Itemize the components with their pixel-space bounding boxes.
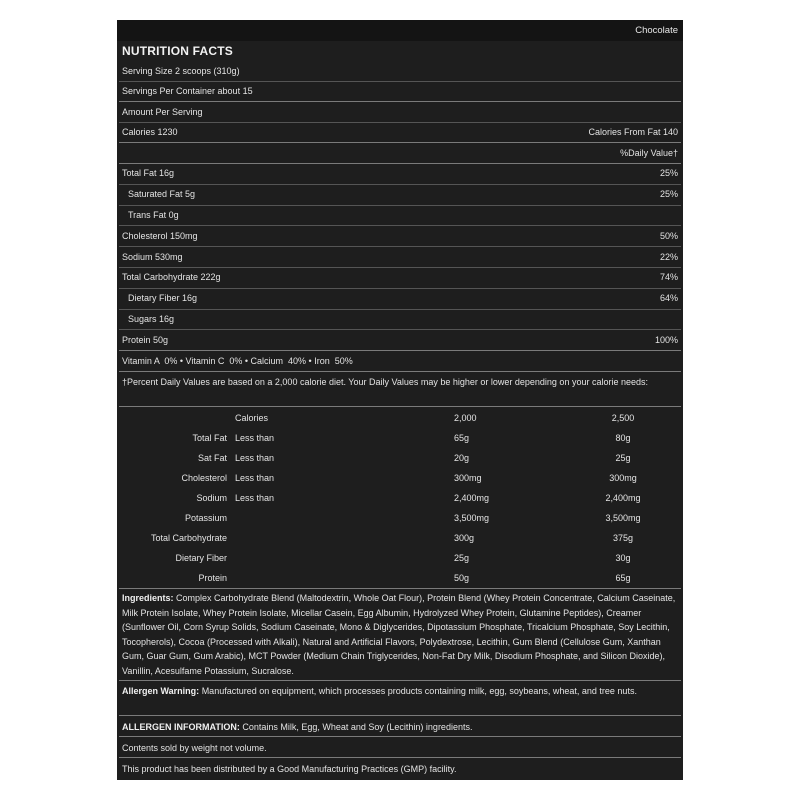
divider bbox=[119, 122, 681, 123]
servings-per-container: Servings Per Container about 15 bbox=[122, 86, 253, 96]
reference-nutrient: Potassium bbox=[184, 513, 227, 523]
reference-2000: 3,500mg bbox=[454, 513, 490, 523]
reference-2500: 375g bbox=[612, 533, 634, 543]
reference-2500: 2,500 bbox=[611, 413, 635, 423]
divider bbox=[119, 142, 681, 143]
panel-title: NUTRITION FACTS bbox=[122, 44, 233, 58]
daily-value-footnote: †Percent Daily Values are based on a 2,000 calorie diet. Your Daily Values may be higher or lower depending on your calorie needs: bbox=[122, 377, 648, 387]
reference-2000: 50g bbox=[454, 573, 470, 583]
nutrient-dv: 50% bbox=[659, 231, 678, 241]
ingredients-block bbox=[122, 591, 678, 678]
reference-nutrient: Total Fat bbox=[192, 433, 227, 443]
reference-2500: 300mg bbox=[609, 473, 637, 483]
calories: Calories 1230 bbox=[122, 127, 178, 137]
reference-2000: 300g bbox=[454, 533, 475, 543]
ingredients-label: Ingredients: bbox=[122, 593, 174, 603]
reference-nutrient: Cholesterol bbox=[181, 473, 227, 483]
nutrient-label: Sodium 530mg bbox=[122, 252, 183, 262]
reference-qualifier: Calories bbox=[235, 413, 269, 423]
nutrient-dv: 25% bbox=[659, 189, 678, 199]
allergen-info-label: ALLERGEN INFORMATION: bbox=[122, 722, 240, 732]
reference-2000: 2,000 bbox=[454, 413, 477, 423]
serving-size: Serving Size 2 scoops (310g) bbox=[122, 66, 240, 76]
nutrient-label: Total Fat 16g bbox=[122, 168, 175, 178]
calories-from-fat: Calories From Fat 140 bbox=[588, 127, 678, 137]
flavor-bar bbox=[117, 20, 683, 41]
nutrient-dv: 100% bbox=[654, 335, 678, 345]
divider bbox=[119, 680, 681, 681]
reference-nutrient: Sat Fat bbox=[197, 453, 227, 463]
divider bbox=[119, 267, 681, 268]
divider bbox=[119, 757, 681, 758]
reference-2500: 65g bbox=[615, 573, 631, 583]
flavor-label: Chocolate bbox=[635, 25, 678, 36]
divider bbox=[119, 736, 681, 737]
divider bbox=[119, 246, 681, 247]
vitamins: Vitamin A 0% • Vitamin C 0% • Calcium 40% • Iron 50% bbox=[122, 356, 353, 366]
reference-2000: 25g bbox=[454, 553, 470, 563]
divider bbox=[119, 309, 681, 310]
nutrient-dv: 64% bbox=[659, 293, 678, 303]
nutrient-label: Trans Fat 0g bbox=[128, 210, 179, 220]
reference-2000: 20g bbox=[454, 453, 470, 463]
allergen-info-block bbox=[122, 720, 678, 735]
divider bbox=[119, 184, 681, 185]
divider bbox=[119, 406, 681, 407]
gmp-note: This product has been distributed by a Good Manufacturing Practices (GMP) facility. bbox=[122, 764, 457, 774]
reference-nutrient: Protein bbox=[198, 573, 227, 583]
allergen-warning-text: Manufactured on equipment, which processes products containing milk, egg, soybeans, wheat, and tree nuts. bbox=[201, 686, 637, 696]
reference-nutrient: Dietary Fiber bbox=[175, 553, 227, 563]
divider bbox=[119, 101, 681, 102]
reference-nutrient: Sodium bbox=[196, 493, 227, 503]
nutrient-label: Dietary Fiber 16g bbox=[128, 293, 198, 303]
reference-qualifier: Less than bbox=[235, 473, 275, 483]
reference-2000: 300mg bbox=[454, 473, 482, 483]
amount-per-serving: Amount Per Serving bbox=[122, 107, 203, 117]
allergen-warning-block bbox=[122, 684, 678, 699]
reference-2500: 30g bbox=[615, 553, 631, 563]
allergen-info-text: Contains Milk, Egg, Wheat and Soy (Lecithin) ingredients. bbox=[242, 722, 473, 732]
nutrient-label: Protein 50g bbox=[122, 335, 169, 345]
reference-nutrient: Total Carbohydrate bbox=[150, 533, 227, 543]
reference-qualifier: Less than bbox=[235, 433, 275, 443]
reference-2500: 80g bbox=[615, 433, 631, 443]
divider bbox=[119, 715, 681, 716]
divider bbox=[119, 163, 681, 164]
nutrient-label: Saturated Fat 5g bbox=[128, 189, 196, 199]
reference-qualifier: Less than bbox=[235, 453, 275, 463]
divider bbox=[119, 329, 681, 330]
divider bbox=[119, 588, 681, 589]
divider bbox=[119, 350, 681, 351]
reference-2500: 25g bbox=[615, 453, 631, 463]
nutrient-dv: 74% bbox=[659, 272, 678, 282]
divider bbox=[119, 288, 681, 289]
weight-note: Contents sold by weight not volume. bbox=[122, 743, 267, 753]
ingredients-text: Complex Carbohydrate Blend (Maltodextrin, Whole Oat Flour), Protein Blend (Whey Protein Concentrate, Calcium Caseinate, Milk Protein Isolate, Whey Protein Isolate, Micellar Casein, Egg Albumin, Hydrolyzed Whey Protein, Glutamine Peptides), Creamer (Sunflower Oil, Corn Syrup Solids, Sodium Caseinate, Mono & Diglycerides, Dipotassium Phosphate, Tricalcium Phosphate, Soy Lecithin, Tocopherols), Cocoa (Processed with Alkali), Natural and Artificial Flavors, Polydextrose, Lecithin, Gum Blend (Cellulose Gum, Xanthan Gum, Guar Gum, Gum Arabic), MCT Powder (Medium Chain Triglycerides, Non-Fat Dry Milk, Disodium Phosphate, and Silicon Dioxide), Vanillin, Acesulfame Potassium, Sucralose. bbox=[122, 593, 676, 676]
reference-2500: 3,500mg bbox=[605, 513, 641, 523]
reference-2000: 2,400mg bbox=[454, 493, 490, 503]
divider bbox=[119, 371, 681, 372]
daily-value-header: %Daily Value† bbox=[620, 148, 678, 158]
allergen-warning-label: Allergen Warning: bbox=[122, 686, 200, 696]
divider bbox=[119, 225, 681, 226]
nutrient-dv: 25% bbox=[659, 168, 678, 178]
nutrient-label: Total Carbohydrate 222g bbox=[122, 272, 221, 282]
reference-2000: 65g bbox=[454, 433, 470, 443]
nutrient-label: Cholesterol 150mg bbox=[122, 231, 198, 241]
nutrient-dv: 22% bbox=[659, 252, 678, 262]
nutrient-label: Sugars 16g bbox=[128, 314, 175, 324]
reference-qualifier: Less than bbox=[235, 493, 275, 503]
divider bbox=[119, 81, 681, 82]
nutrition-facts-panel bbox=[117, 20, 683, 780]
reference-2500: 2,400mg bbox=[605, 493, 641, 503]
divider bbox=[119, 205, 681, 206]
